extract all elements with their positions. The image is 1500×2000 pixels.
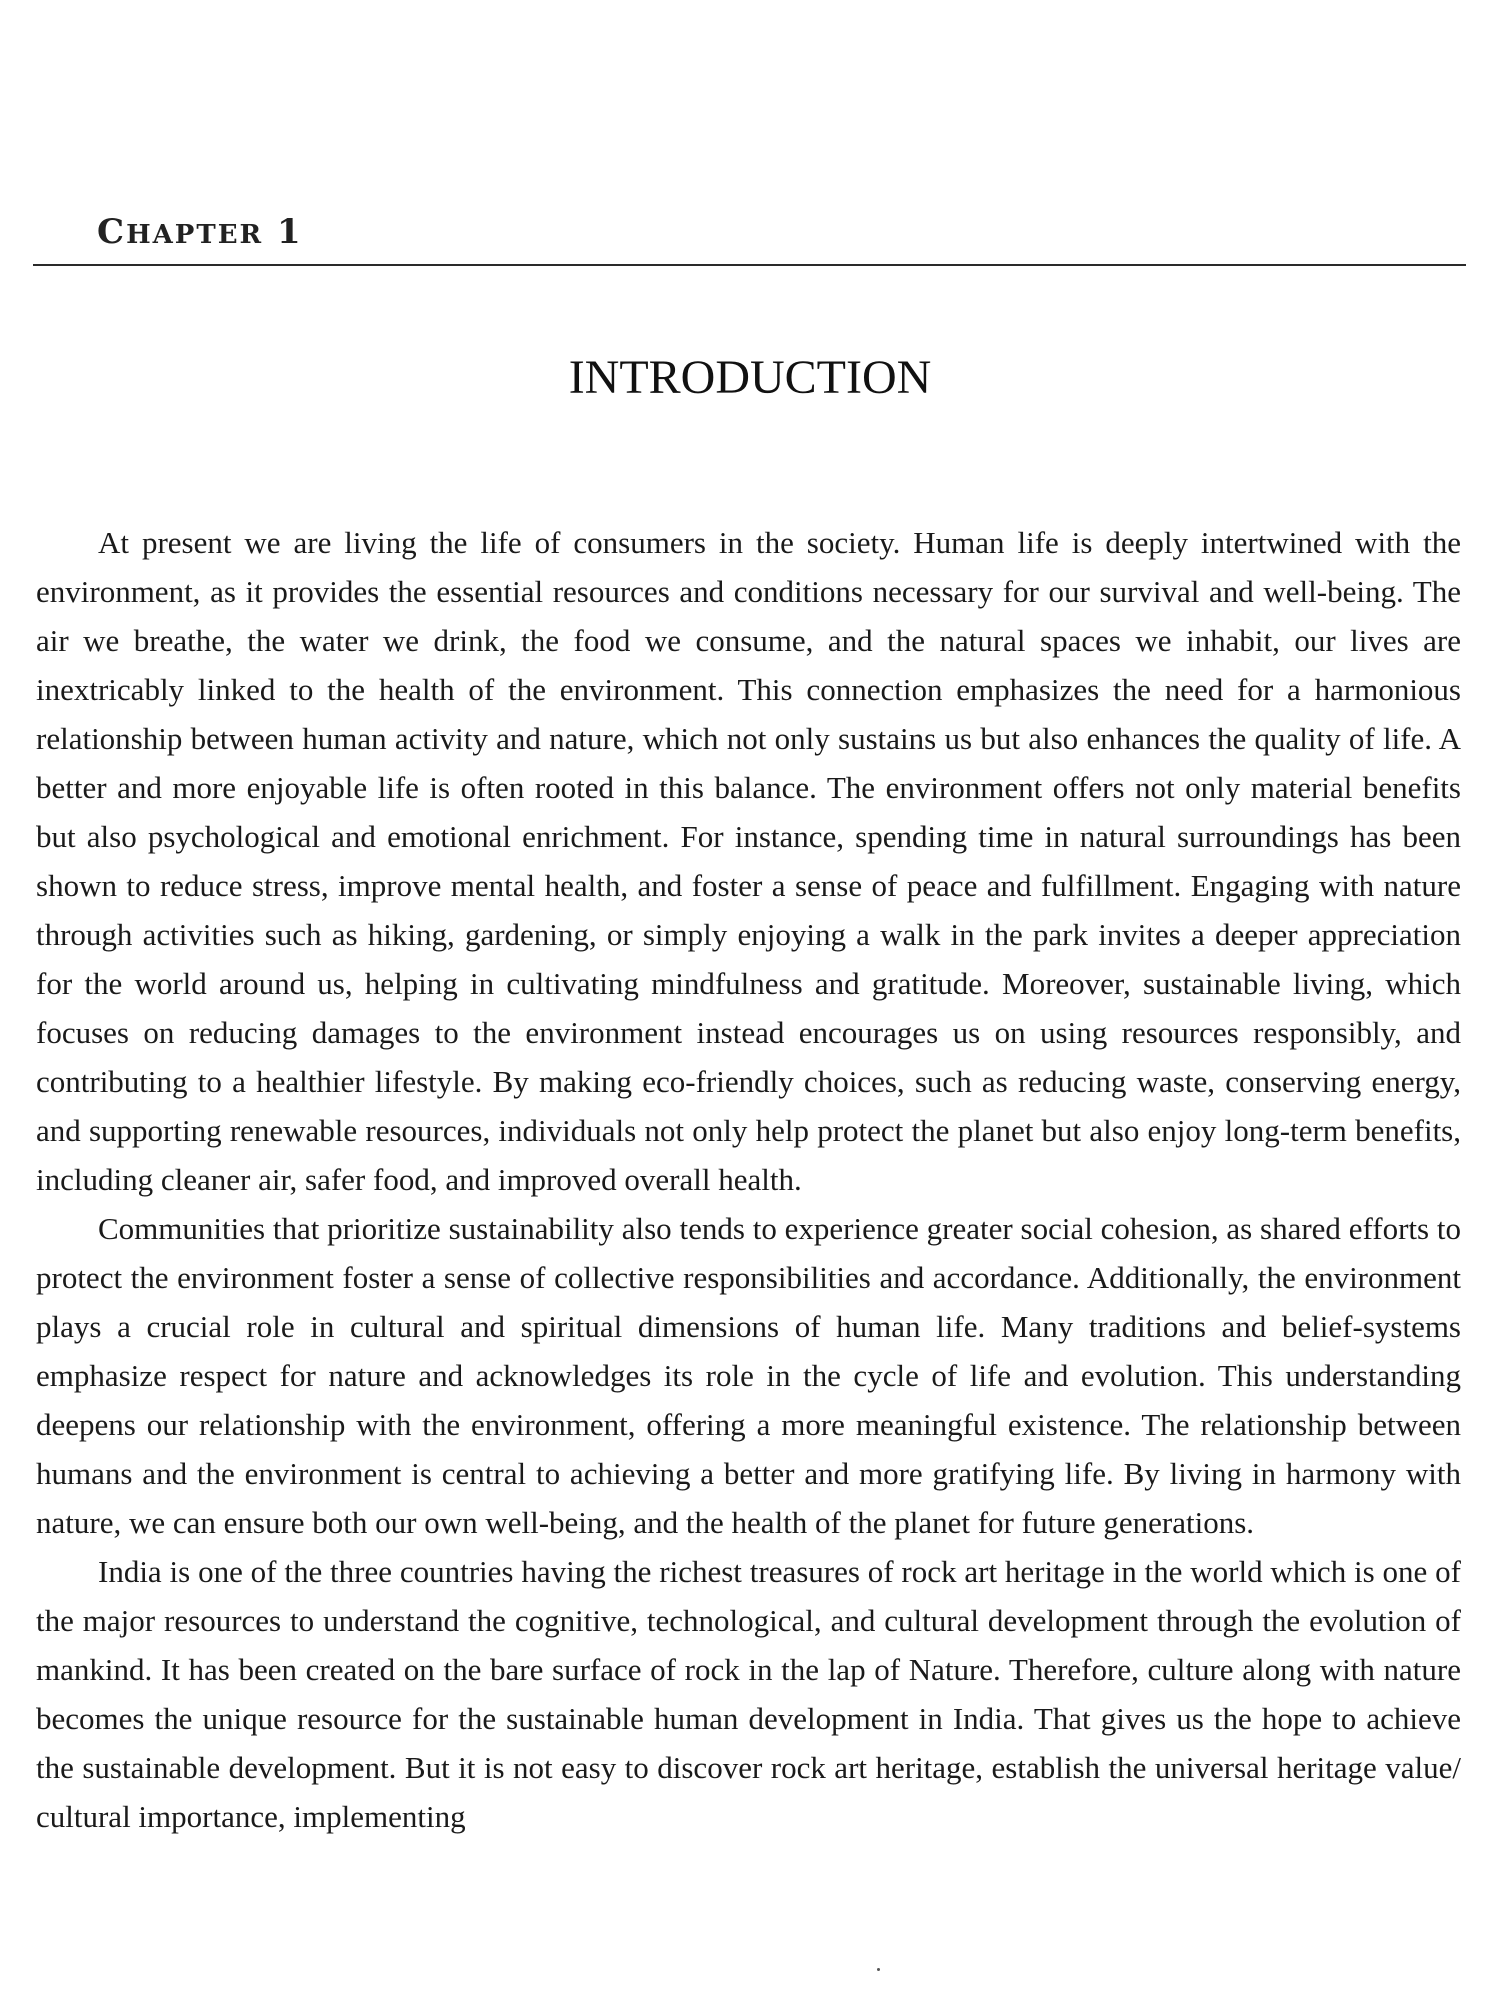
page-title: INTRODUCTION <box>568 351 932 404</box>
body-text <box>36 518 1461 1841</box>
chapter-label-smallcaps: HAPTER <box>126 220 264 250</box>
paragraph-3: India is one of the three countries having the richest treasures of rock art heritage in the world which is one of the major resources to understand the cognitive, technological, and cultural development through the evolution of mankind. It has been created on the bare surface of rock in the lap of Nature. Therefore, culture along with nature becomes the unique resource for the sustainable human development in India. That gives us the hope to achieve the sustainable development. But it is not easy to discover rock art heritage, establish the universal heritage value/ cultural importance, implementing <box>36 1554 1461 1834</box>
chapter-label-initial: C <box>97 212 127 252</box>
paragraph-2: Communities that prioritize sustainability also tends to experience greater social cohesion, as shared efforts to protect the environment foster a sense of collective responsibilities and accordance. Additionally, the environment plays a crucial role in cultural and spiritual dimensions of human life. Many traditions and belief-systems emphasize respect for nature and acknowledges its role in the cycle of life and evolution. This understanding deepens our relationship with the environment, offering a more meaningful existence. The relationship between humans and the environment is central to achieving a better and more gratifying life. By living in harmony with nature, we can ensure both our own well-being, and the health of the planet for future generations. <box>36 1211 1461 1540</box>
chapter-heading <box>97 212 303 252</box>
paragraph-1: At present we are living the life of consumers in the society. Human life is deeply intertwined with the environment, as it provides the essential resources and conditions necessary for our survival and well-being. The air we breathe, the water we drink, the food we consume, and the natural spaces we inhabit, our lives are inextricably linked to the health of the environment. This connection emphasizes the need for a harmonious relationship between human activity and nature, which not only sustains us but also enhances the quality of life. A better and more enjoyable life is often rooted in this balance. The environment offers not only material benefits but also psychological and emotional enrichment. For instance, spending time in natural surroundings has been shown to reduce stress, improve mental health, and foster a sense of peace and fulfillment. Engaging with nature through activities such as hiking, gardening, or simply enjoying a walk in the park invites a deeper appreciation for the world around us, helping in cultivating mindfulness and gratitude. Moreover, sustainable living, which focuses on reducing damages to the environment instead encourages us on using resources responsibly, and contributing to a healthier lifestyle. By making eco-friendly choices, such as reducing waste, conserving energy, and supporting renewable resources, individuals not only help protect the planet but also enjoy long-term benefits, including cleaner air, safer food, and improved overall health. <box>36 525 1461 1197</box>
scan-speck <box>877 1968 880 1971</box>
chapter-number: 1 <box>276 212 303 252</box>
chapter-divider-rule <box>33 264 1466 266</box>
